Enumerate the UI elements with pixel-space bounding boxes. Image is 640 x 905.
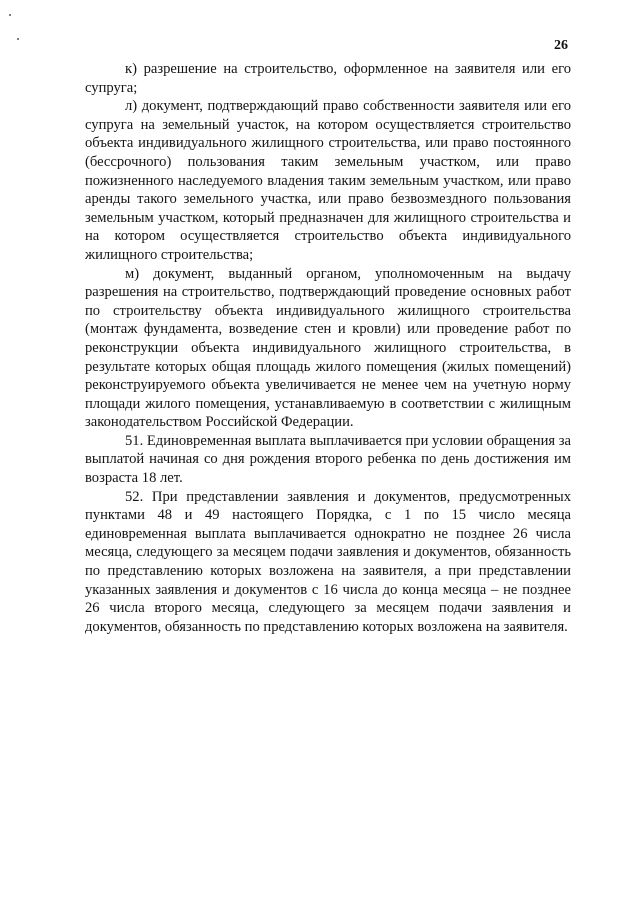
paragraph-item-k: к) разрешение на строительство, оформленное на заявителя или его супруга; [85, 61, 571, 96]
scan-speck [17, 38, 19, 40]
paragraph-item-m: м) документ, выданный органом, уполномоченным на выдачу разрешения на строительство, подтверждающий проведение основных работ по строительству объекта индивидуального жилищного строительства (монтаж фундамента, возведение стен и кровли) или проведение работ по реконструкции объекта индивидуального жилищного строительства, в результате которых общая площадь жилого помещения (жилых помещений) реконструируемого объекта увеличивается не менее чем на учетную норму площади жилого помещения, устанавливаемую в соответствии с жилищным законодательством Российской Федерации. [85, 265, 571, 431]
document-body [85, 60, 571, 636]
page-number: 26 [554, 38, 568, 53]
paragraph-clause-51: 51. Единовременная выплата выплачивается при условии обращения за выплатой начиная со дня рождения второго ребенка по день достижения им возраста 18 лет. [85, 432, 571, 487]
paragraph-clause-52: 52. При представлении заявления и документов, предусмотренных пунктами 48 и 49 настоящего Порядка, с 1 по 15 число месяца единовременная выплата выплачивается однократно не позднее 26 числа месяца, следующего за месяцем подачи заявления и документов, обязанность по представлению которых возложена на заявителя, а при представлении указанных заявления и документов с 16 числа до конца месяца – не позднее 26 числа второго месяца, следующего за месяцем подачи заявления и документов, обязанность по представлению которых возложена на заявителя. [85, 488, 571, 635]
scan-speck [9, 14, 11, 16]
paragraph-item-l: л) документ, подтверждающий право собственности заявителя или его супруга на земельный участок, на котором осуществляется строительство объекта индивидуального жилищного строительства, или право постоянного (бессрочного) пользования таким земельным участком, или право пожизненного наследуемого владения таким земельным участком, или право аренды такого земельного участка, или право безвозмездного пользования земельным участком, который предназначен для жилищного строительства и на котором осуществляется строительство объекта индивидуального жилищного строительства; [85, 98, 571, 263]
